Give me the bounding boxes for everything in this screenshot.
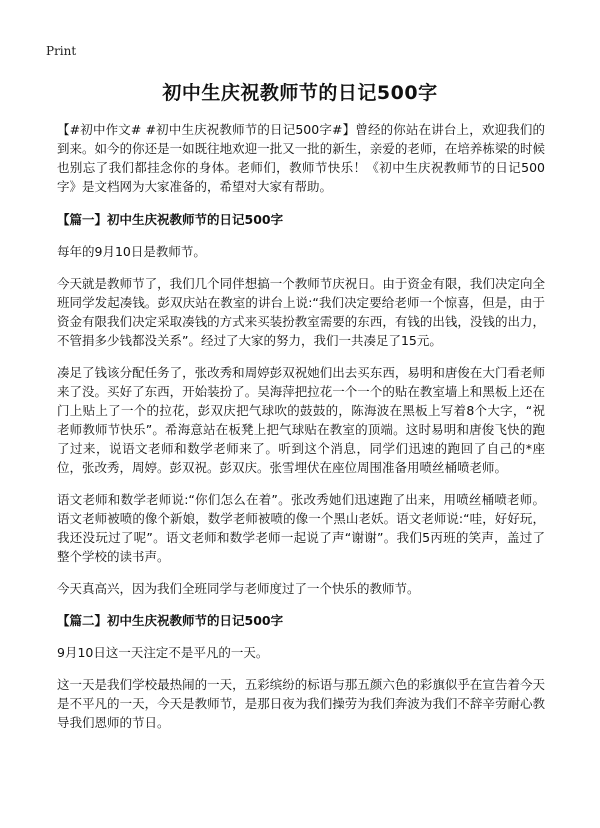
paragraph: 凑足了钱该分配任务了，张改秀和周婷彭双祝她们出去买东西，易明和唐俊在大门看老师来了没。买好了东西，开始装扮了。吴海萍把拉花一个一个的贴在教室墙上和黑板上还在门上贴上了一个的拉花，彭双庆把气球吹的鼓鼓的，陈海波在黑板上写着8个大字，“祝老师教师节快乐”。希海意站在板凳上把气球贴在教室的顶端。这时易明和唐俊飞快的跑了过来，说语文老师和数学老师来了。听到这个消息，同学们迅速的跑回了自己的*座位，张改秀，周婷。彭双祝。彭双庆。张雪埋伏在座位周围准备用喷丝桶喷老师。 xyxy=(57,365,545,475)
section-heading-2: 【篇二】初中生庆祝教师节的日记500字 xyxy=(57,613,284,628)
article-body xyxy=(57,120,545,745)
paragraph: 9月10日这一天注定不是平凡的一天。 xyxy=(57,645,269,660)
paragraph: 今天就是教师节了，我们几个同伴想搞一个教师节庆祝日。由于资金有限，我们决定向全班同学发起凑钱。彭双庆站在教室的讲台上说:“我们决定要给老师一个惊喜，但是，由于资金有限我们决定采取凑钱的方式来买装扮教室需要的东西，有钱的出钱，没钱的出力，不管捐多少钱都没关系”。经过了大家的努力，我们一共凑足了15元。 xyxy=(57,276,545,348)
paragraph: 语文老师和数学老师说:“你们怎么在着”。张改秀她们迅速跑了出来，用喷丝桶喷老师。语文老师被喷的像个新娘，数学老师被喷的像一个黑山老妖。语文老师说:“哇，好好玩，我还没玩过了呢”。语文老师和数学老师一起说了声“谢谢”。我们5丙班的笑声，盖过了整个学校的读书声。 xyxy=(57,492,545,564)
print-label: Print xyxy=(46,44,77,58)
paragraph: 这一天是我们学校最热闹的一天，五彩缤纷的标语与那五颜六色的彩旗似乎在宣告着今天是不平凡的一天，今天是教师节，是那日夜为我们操劳为我们奔波为我们不辞辛劳耐心教导我们恩师的节日。 xyxy=(57,677,545,730)
paragraph: 今天真高兴，因为我们全班同学与老师度过了一个快乐的教师节。 xyxy=(57,581,420,596)
paragraph: 每年的9月10日是教师节。 xyxy=(57,244,206,259)
intro-paragraph: 【#初中作文# #初中生庆祝教师节的日记500字#】曾经的你站在讲台上，欢迎我们的到来。如今的你还是一如既往地欢迎一批又一批的新生，亲爱的老师，在培养栋梁的时候也别忘了我们都挂念你的身体。老师们，教师节快乐！《初中生庆祝教师节的日记500字》是文档网为大家准备的，希望对大家有帮助。 xyxy=(57,122,545,194)
page-title: 初中生庆祝教师节的日记500字 xyxy=(162,82,438,104)
section-heading-1: 【篇一】初中生庆祝教师节的日记500字 xyxy=(57,212,284,227)
